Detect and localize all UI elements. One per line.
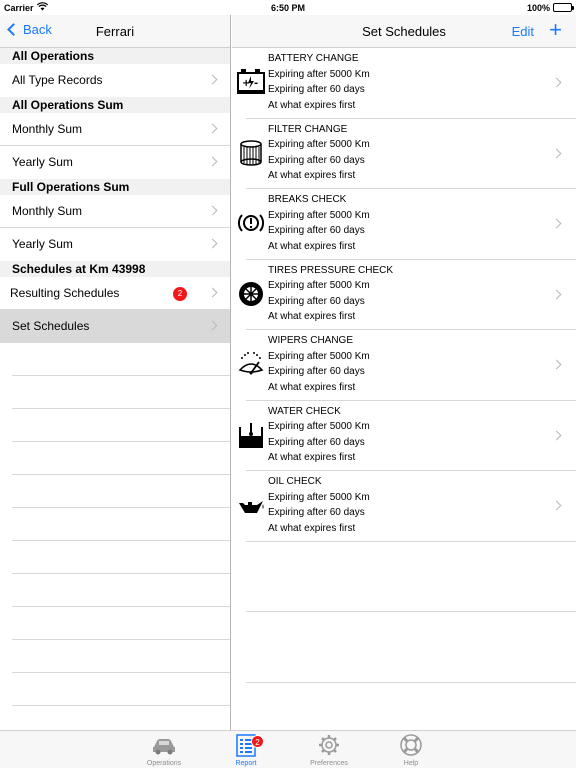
schedule-km: Expiring after 5000 Km (268, 280, 370, 291)
chevron-right-icon (552, 289, 562, 299)
resulting-schedules-badge: 2 (173, 287, 187, 301)
schedule-title: WIPERS CHANGE (268, 335, 354, 346)
schedule-title: TIRES PRESSURE CHECK (268, 264, 394, 276)
schedule-km: Expiring after 5000 Km (268, 491, 370, 503)
empty-row (12, 673, 230, 706)
empty-row (12, 607, 230, 640)
empty-rows (0, 343, 230, 706)
schedule-title: FILTER CHANGE (268, 123, 348, 135)
empty-row (12, 376, 230, 409)
schedule-row-water[interactable] (246, 401, 576, 472)
schedule-text (268, 333, 370, 395)
schedule-row-filter[interactable] (246, 119, 576, 190)
battery-icon (237, 68, 265, 96)
report-badge: 2 (251, 735, 264, 748)
schedule-row-wipers[interactable] (246, 330, 576, 401)
master-pane (0, 15, 231, 730)
chevron-right-icon (208, 157, 218, 167)
schedule-title: BATTERY CHANGE (268, 53, 359, 64)
row-label: Set Schedules (12, 319, 90, 333)
row-label: Resulting Schedules (10, 286, 120, 300)
schedule-rule: At what expires first (268, 311, 356, 322)
brake-icon (237, 209, 265, 237)
row-full-monthly-sum[interactable] (0, 195, 230, 228)
chevron-right-icon (552, 501, 562, 511)
schedule-rule: At what expires first (268, 170, 356, 181)
filter-icon (237, 139, 265, 167)
row-all-yearly-sum[interactable] (0, 146, 230, 179)
schedule-text (268, 404, 370, 466)
row-all-monthly-sum[interactable] (0, 113, 230, 146)
gear-icon (315, 733, 343, 757)
schedule-text (268, 192, 370, 254)
empty-row (246, 542, 576, 613)
schedule-days: Expiring after 60 days (268, 507, 365, 518)
chevron-right-icon (552, 430, 562, 440)
tire-icon (237, 280, 265, 308)
chevron-right-icon (208, 288, 218, 298)
empty-row (12, 640, 230, 673)
schedule-title: WATER CHECK (268, 405, 341, 417)
schedule-days: Expiring after 60 days (268, 225, 365, 236)
row-all-type-records[interactable] (0, 64, 230, 97)
tab-report[interactable] (221, 733, 271, 768)
empty-row (12, 541, 230, 574)
edit-button[interactable]: Edit (511, 24, 534, 39)
tab-preferences[interactable] (304, 733, 354, 768)
tab-label: Help (403, 760, 419, 767)
schedule-km: Expiring after 5000 Km (268, 139, 370, 150)
chevron-right-icon (208, 321, 218, 331)
schedule-rule: At what expires first (268, 522, 356, 534)
chevron-right-icon (552, 360, 562, 370)
schedule-text (268, 263, 393, 325)
schedule-km: Expiring after 5000 Km (268, 68, 370, 80)
svg-text:+: + (242, 78, 251, 89)
clock: 6:50 PM (270, 3, 305, 13)
detail-navbar (232, 15, 576, 48)
chevron-right-icon (208, 239, 218, 249)
schedule-days: Expiring after 60 days (268, 436, 365, 448)
back-label: Back (23, 22, 52, 37)
oil-icon (237, 491, 265, 519)
schedule-km: Expiring after 5000 Km (268, 350, 370, 362)
chevron-right-icon (208, 124, 218, 134)
schedule-title: BREAKS CHECK (268, 194, 347, 205)
chevron-right-icon (552, 219, 562, 229)
row-set-schedules[interactable] (0, 310, 230, 343)
row-label: Yearly Sum (12, 237, 73, 251)
schedule-text (268, 122, 370, 184)
tab-label: Preferences (310, 760, 348, 767)
svg-text:-: - (254, 78, 259, 89)
schedule-row-battery[interactable] (242, 48, 576, 119)
row-label: Yearly Sum (12, 155, 73, 169)
chevron-right-icon (208, 206, 218, 216)
tab-help[interactable] (386, 733, 436, 768)
section-header-all-operations: All Operations (0, 48, 230, 64)
detail-pane (232, 15, 576, 730)
schedule-row-oil[interactable] (246, 471, 576, 542)
empty-row (12, 442, 230, 475)
tab-label: Report (235, 760, 257, 767)
schedule-text (268, 474, 370, 536)
master-title: Ferrari (95, 24, 135, 39)
row-resulting-schedules[interactable] (0, 277, 230, 310)
schedule-row-brakes[interactable] (246, 189, 576, 260)
empty-row (12, 475, 230, 508)
empty-row (12, 574, 230, 607)
chevron-right-icon (208, 75, 218, 85)
tab-bar (0, 730, 576, 768)
empty-row (12, 508, 230, 541)
section-header-all-operations-sum: All Operations Sum (0, 97, 230, 113)
tab-label: Operations (146, 760, 182, 767)
battery-percent: 100% (526, 3, 550, 13)
detail-title: Set Schedules (362, 24, 446, 39)
schedule-days: Expiring after 60 days (268, 154, 365, 166)
chevron-right-icon (552, 148, 562, 158)
row-full-yearly-sum[interactable] (0, 228, 230, 261)
status-bar (0, 0, 576, 15)
section-header-full-operations-sum: Full Operations Sum (0, 179, 230, 195)
section-header-schedules-at-km: Schedules at Km 43998 (0, 261, 230, 277)
schedule-km: Expiring after 5000 Km (268, 209, 370, 221)
master-navbar (0, 15, 230, 48)
schedule-rule: At what expires first (268, 99, 356, 111)
tab-operations[interactable] (139, 733, 189, 768)
empty-row (12, 409, 230, 442)
schedule-row-tires[interactable] (246, 260, 576, 331)
wiper-icon (237, 350, 265, 378)
schedule-days: Expiring after 60 days (268, 84, 365, 95)
chevron-right-icon (552, 78, 562, 88)
schedule-title: OIL CHECK (268, 476, 322, 487)
schedule-days: Expiring after 60 days (268, 366, 365, 377)
schedule-rule: At what expires first (268, 381, 356, 393)
add-schedule-button[interactable]: + (549, 17, 562, 42)
row-label: Monthly Sum (12, 204, 83, 218)
empty-row (246, 612, 576, 683)
water-icon (237, 421, 265, 449)
schedule-text (268, 51, 370, 113)
schedule-days: Expiring after 60 days (268, 295, 365, 307)
carrier-label: Carrier (4, 3, 34, 13)
schedule-rule: At what expires first (268, 240, 356, 252)
schedule-rule: At what expires first (268, 452, 356, 463)
lifebuoy-icon (397, 733, 425, 757)
car-icon (150, 733, 178, 757)
empty-row (12, 343, 230, 376)
battery-status-icon (553, 3, 572, 12)
row-label: All Type Records (12, 73, 103, 87)
row-label: Monthly Sum (12, 122, 83, 136)
schedule-km: Expiring after 5000 Km (268, 421, 370, 432)
